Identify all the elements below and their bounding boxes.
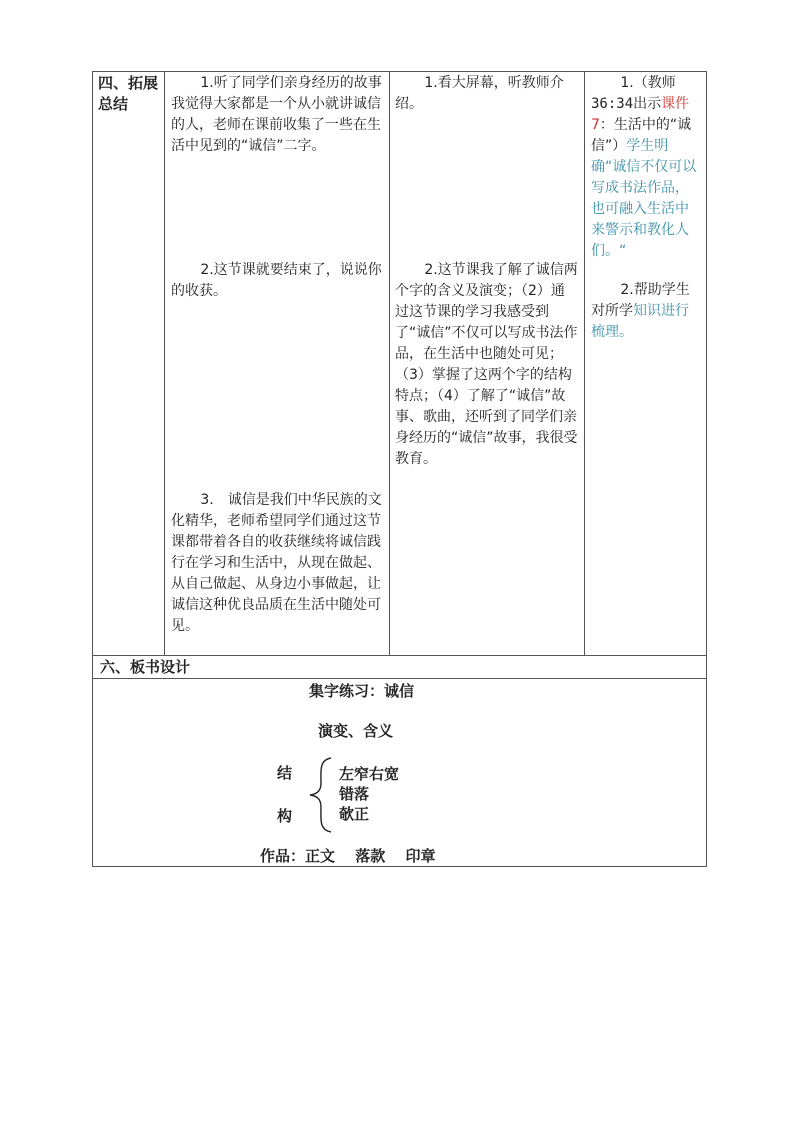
teacher-activity-cell-2: [171, 260, 383, 302]
col-divider-1: [164, 71, 165, 655]
table-border-right: [706, 71, 707, 867]
student-activity-cell-2: [395, 260, 578, 470]
table-border-left: [92, 71, 93, 867]
design-intent-2a: 2.帮助学生对所学: [591, 282, 690, 319]
board-item-3: 欹正: [339, 805, 370, 823]
timestamp-text: 36:34: [591, 96, 634, 112]
board-structure-jie: 结: [277, 764, 293, 782]
design-intent-2: [591, 280, 701, 343]
student-activity-2: 2.这节课我了解了诚信两个字的含义及演变；（2）通过这节课的学习我感受到了“诚信”不仅可以写成书法作品，在生活中也随处可见；（3）掌握了这两个字的结构特点；（4）了解了“诚信”故事、歌曲，还听到了同学们亲身经历的“诚信”故事，我很受教育。: [395, 262, 578, 467]
teacher-activity-cell-3: [171, 490, 383, 637]
board-structure-gou: 构: [277, 807, 293, 825]
design-intent-cell: [591, 73, 701, 262]
board-title: 集字练习：诚信: [309, 682, 415, 700]
table-border-top: [92, 71, 707, 72]
section4-label: 四、拓展总结: [98, 74, 159, 113]
design-intent-2b: 知识进行梳理。: [591, 303, 689, 340]
board-footer: 作品：正文 落款 印章: [260, 847, 436, 865]
col-divider-2: [389, 71, 390, 655]
teacher-activity-1: 1.听了同学们亲身经历的故事我觉得大家都是一个从小就讲诚信的人，老师在课前收集了一些在生活中见到的“诚信”二字。: [171, 75, 382, 154]
col-divider-3: [584, 71, 585, 655]
design-intent-1d: 学生明确“诚信不仅可以写成书法作品，也可融入生活中来警示和教化人们。“: [591, 138, 697, 259]
design-intent-1c: ：生活中的“诚信”）: [591, 117, 692, 154]
brace-icon: [305, 755, 335, 835]
board-item-2: 错落: [339, 785, 370, 803]
student-activity-1: 1.看大屏幕，听教师介绍。: [395, 75, 564, 112]
section6-label: 六、板书设计: [100, 658, 191, 676]
design-intent-1: [591, 73, 701, 262]
design-intent-cell-2: [591, 280, 701, 343]
design-intent-1b: 出示: [633, 96, 662, 112]
teacher-activity-3: 3. 诚信是我们中华民族的文化精华，老师希望同学们通过这节课都带着各自的收获继续将诚信践行在学习和生活中，从现在做起、从自己做起、从身边小事做起，让诚信这种优良品质在生活中随处可见。: [171, 492, 382, 634]
student-activity-cell: [395, 73, 578, 115]
design-intent-1a: 1.（教师: [620, 75, 676, 91]
courseware-highlight: 课件: [661, 96, 690, 112]
row-divider-2: [92, 678, 707, 679]
teacher-activity-cell: [171, 73, 383, 157]
teacher-activity-2: 2.这节课就要结束了，说说你的收获。: [171, 262, 382, 299]
table-border-bottom: [92, 866, 707, 867]
board-line-2: 演变、含义: [318, 722, 394, 740]
board-item-1: 左窄右宽: [339, 765, 400, 783]
courseware-number: 7: [591, 117, 600, 133]
row-divider-1: [92, 655, 707, 656]
